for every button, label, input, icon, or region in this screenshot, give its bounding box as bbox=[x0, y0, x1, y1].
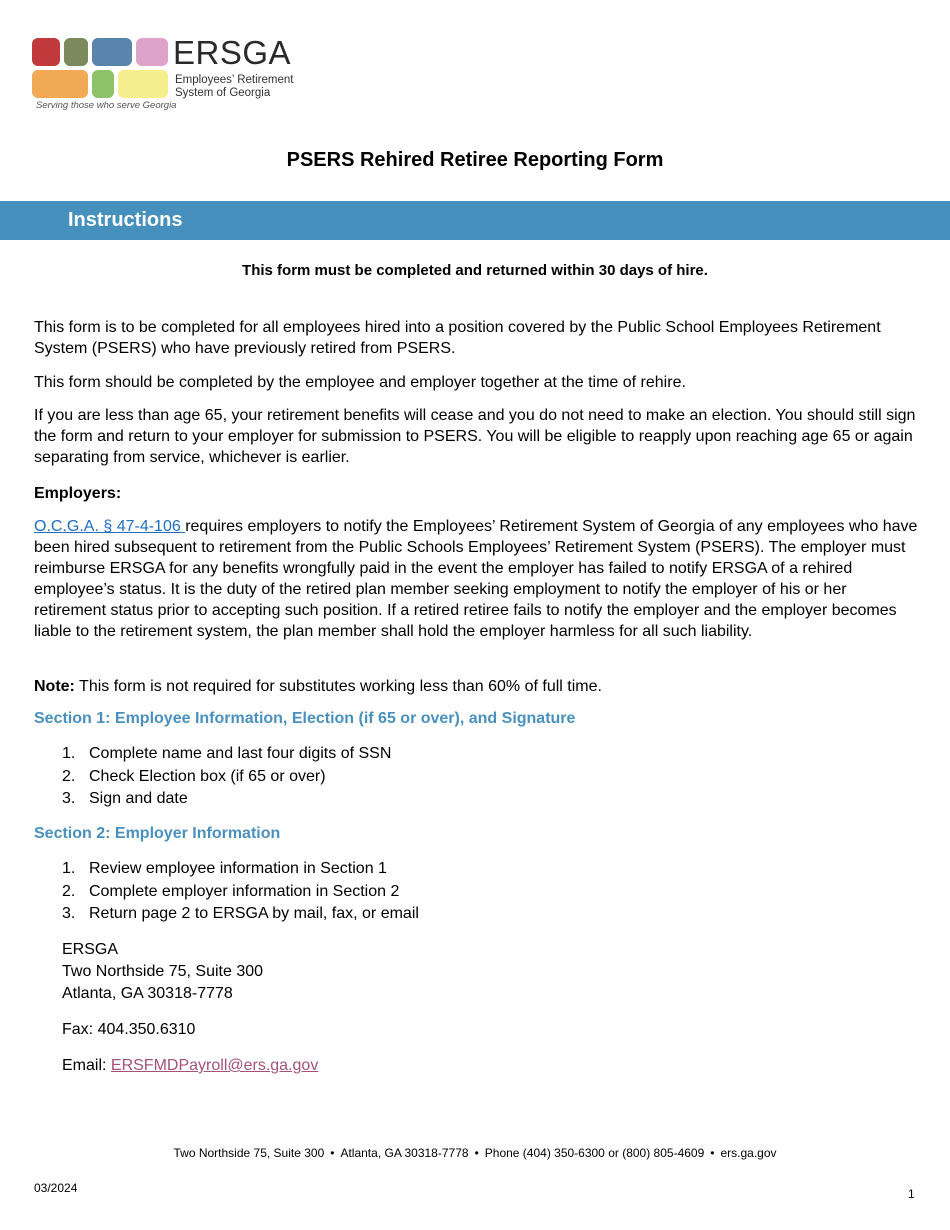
list-item: 1. Review employee information in Section 1 bbox=[62, 860, 387, 877]
page-footer bbox=[0, 1146, 950, 1160]
revision-date: 03/2024 bbox=[34, 1181, 78, 1195]
footer-phone: Phone (404) 350-6300 or (800) 805-4609 bbox=[484, 1146, 705, 1160]
employers-paragraph bbox=[34, 516, 919, 642]
list-item: 3. Return page 2 to ERSGA by mail, fax, or email bbox=[62, 905, 419, 922]
logo-subtitle: Employees’ Retirement bbox=[175, 74, 294, 86]
ocga-link[interactable]: O.C.G.A. § 47-4-106 bbox=[34, 518, 186, 535]
employers-text: requires employers to notify the Employees’ Retirement System of Georgia of any employees who have been hired subsequent to retirement from the Public Schools Employees’ Retirement System (PSERS). The employer must reimburse ERSGA for any benefits wrongfully paid in the event the employer has failed to notify ERSGA of a rehired employee’s status. It is the duty of the retired plan member seeking employment to notify the employer of his or her retirement status prior to accepting such position. If a retired retiree fails to notify the employer and the employer becomes liable to the retirement system, the plan member shall hold the employer harmless for all such liability. bbox=[34, 518, 918, 640]
ersga-logo bbox=[28, 30, 298, 116]
logo-tile bbox=[64, 38, 88, 66]
footer-city: Atlanta, GA 30318-7778 bbox=[340, 1146, 469, 1160]
address-line: ERSGA bbox=[62, 941, 119, 958]
section2-list bbox=[62, 858, 419, 926]
fax-number: Fax: 404.350.6310 bbox=[62, 1021, 196, 1038]
form-title: PSERS Rehired Retiree Reporting Form bbox=[286, 149, 664, 171]
footer-separator: • bbox=[474, 1146, 479, 1160]
logo-tile bbox=[32, 70, 88, 98]
mailing-address bbox=[62, 939, 263, 1005]
rehire-paragraph: This form should be completed by the employee and employer together at the time of rehire. bbox=[34, 374, 686, 391]
note-label: Note: bbox=[34, 678, 75, 695]
page-number: 1 bbox=[908, 1187, 915, 1201]
section1-list bbox=[62, 743, 391, 811]
section2-heading: Section 2: Employer Information bbox=[34, 825, 281, 842]
logo-subtitle: System of Georgia bbox=[175, 87, 271, 99]
footer-separator: • bbox=[330, 1146, 335, 1160]
email-line bbox=[62, 1055, 318, 1077]
list-item: 1. Complete name and last four digits of SSN bbox=[62, 745, 392, 762]
note-paragraph bbox=[34, 676, 919, 697]
deadline-notice: This form must be completed and returned within 30 days of hire. bbox=[242, 262, 708, 279]
note-text: This form is not required for substitutes working less than 60% of full time. bbox=[74, 678, 602, 695]
logo-wordmark: ERSGA bbox=[173, 34, 292, 71]
footer-website: ers.ga.gov bbox=[720, 1146, 777, 1160]
intro-paragraph: This form is to be completed for all employees hired into a position covered by the Public School Employees Retirement System (PSERS) who have previously retired from PSERS. bbox=[34, 319, 881, 357]
employers-heading: Employers: bbox=[34, 485, 122, 502]
age-paragraph: If you are less than age 65, your retirement benefits will cease and you do not need to make an election. You should still sign the form and return to your employer for submission to PSERS. You will be eligible to reapply upon reaching age 65 or again separating from service, whichever is earlier. bbox=[34, 407, 916, 466]
logo-tile bbox=[136, 38, 168, 66]
email-label: Email: bbox=[62, 1057, 111, 1074]
logo-tile bbox=[92, 70, 114, 98]
section1-heading: Section 1: Employee Information, Election (if 65 or over), and Signature bbox=[34, 710, 576, 727]
logo-tile bbox=[92, 38, 132, 66]
logo-tile bbox=[118, 70, 168, 98]
address-line: Two Northside 75, Suite 300 bbox=[62, 963, 264, 980]
logo-tile bbox=[32, 38, 60, 66]
list-item: 2. Check Election box (if 65 or over) bbox=[62, 767, 326, 785]
footer-address: Two Northside 75, Suite 300 bbox=[173, 1146, 325, 1160]
list-item: 3. Sign and date bbox=[62, 790, 188, 807]
logo-tagline: Serving those who serve Georgia bbox=[36, 100, 177, 111]
instructions-banner bbox=[0, 201, 950, 240]
banner-label: Instructions bbox=[68, 209, 183, 231]
footer-separator: • bbox=[710, 1146, 715, 1160]
email-link[interactable]: ERSFMDPayroll@ers.ga.gov bbox=[110, 1057, 319, 1074]
list-item: 2. Complete employer information in Section 2 bbox=[62, 882, 400, 900]
address-line: Atlanta, GA 30318-7778 bbox=[62, 985, 233, 1002]
